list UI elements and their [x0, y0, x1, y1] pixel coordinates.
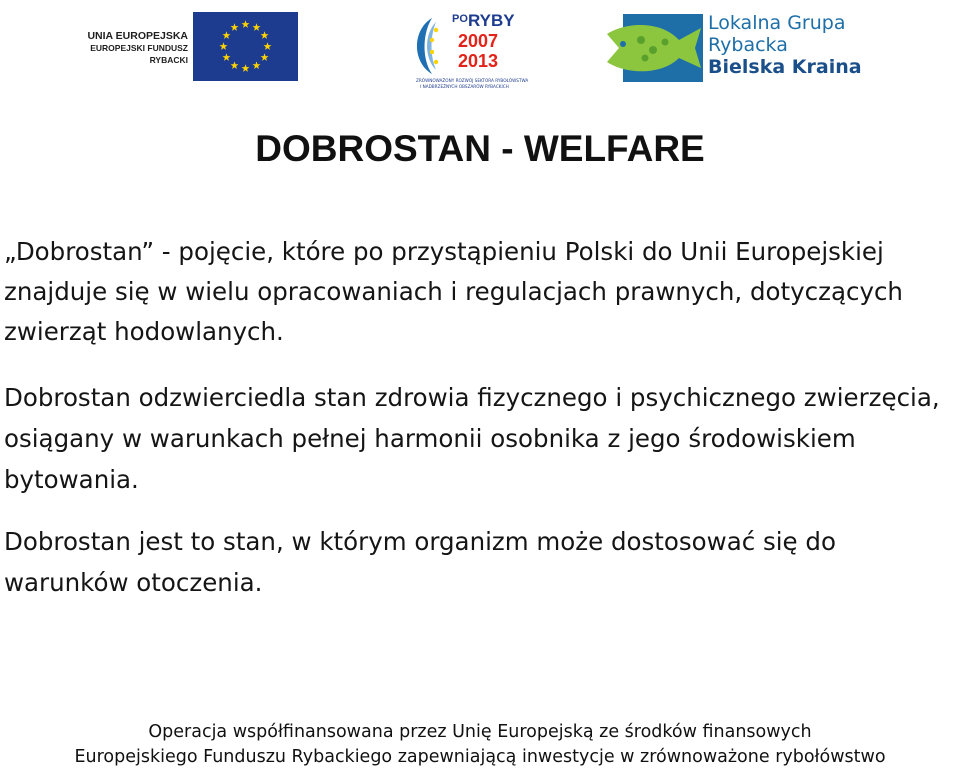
poryby-small1: ZRÓWNOWAŻONY ROZWÓJ SEKTORA RYBOŁÓWSTWA: [416, 78, 529, 83]
lgr-line2: Rybacka: [708, 34, 788, 56]
eu-flag-icon: [193, 12, 298, 81]
funding-footer: [0, 720, 960, 770]
footer-line2: Europejskiego Funduszu Rybackiego zapewniającą inwestycje w zrównoważone rybołówstwo: [74, 747, 886, 767]
poryby-small2: I NADBRZEŻNYCH OBSZARÓW RYBACKICH: [420, 84, 509, 89]
eu-fund-logo-text: [86, 30, 188, 66]
poryby-year-top: 2007: [458, 31, 499, 51]
lgr-logo-text: [708, 12, 862, 78]
lgr-line1: Lokalna Grupa: [708, 12, 846, 34]
poryby-po: PO: [452, 13, 468, 25]
eu-text-line1: UNIA EUROPEJSKA: [87, 30, 188, 42]
eu-text-line2: EUROPEJSKI FUNDUSZ: [90, 43, 188, 53]
lgr-line3: Bielska Kraina: [708, 56, 862, 78]
footer-line1: Operacja współfinansowana przez Unię Europejską ze środków finansowych: [148, 722, 812, 742]
eu-text-line3: RYBACKI: [149, 55, 188, 65]
header-logos: [0, 0, 960, 100]
fish-logo-icon: [605, 14, 703, 82]
slide-title: DOBROSTAN - WELFARE: [255, 128, 705, 169]
poryby-ryby: RYBY: [468, 11, 515, 30]
paragraph-health: Dobrostan odzwierciedla stan zdrowia fizycznego i psychicznego zwierzęcia, osiągany w warunkach pełnej harmonii osobnika z jego środowiskiem bytowania.: [4, 383, 940, 494]
po-ryby-logo: [402, 0, 530, 96]
poryby-year-bottom: 2013: [458, 51, 499, 71]
paragraph-adaptation: Dobrostan jest to stan, w którym organizm może dostosować się do warunków otoczenia.: [4, 527, 836, 597]
paragraph-definition: „Dobrostan” - pojęcie, które po przystąpieniu Polski do Unii Europejskiej znajduje się w wielu opracowaniach i regulacjach prawnych, dotyczących zwierząt hodowlanych.: [4, 237, 903, 346]
